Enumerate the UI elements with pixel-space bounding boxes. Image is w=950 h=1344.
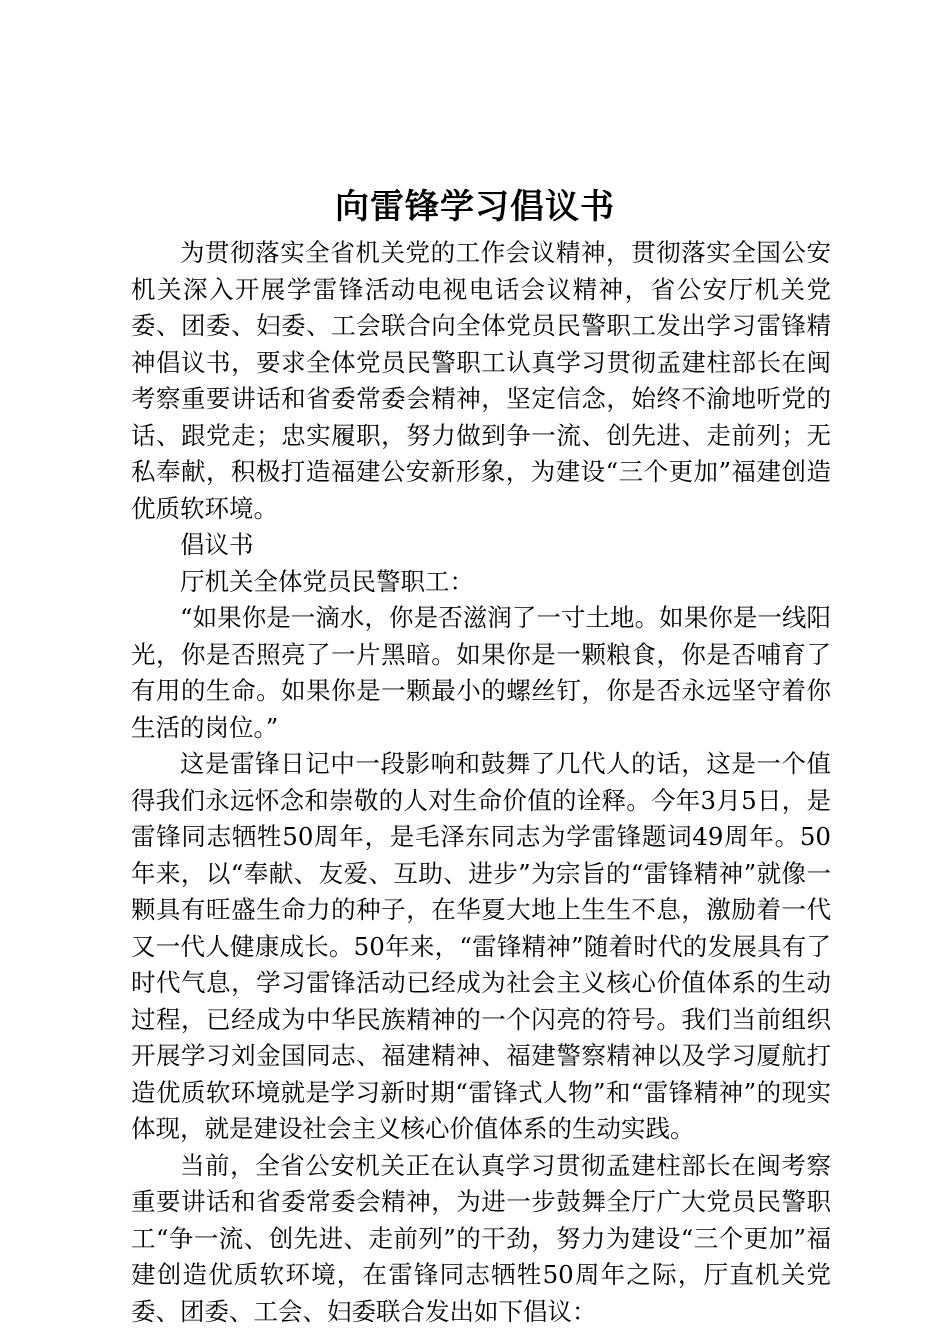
- document-body: [131, 235, 831, 1330]
- paragraph-lei-feng-diary: 这是雷锋日记中一段影响和鼓舞了几代人的话，这是一个值得我们永远怀念和崇敬的人对生命价值的诠释。今年3月5日，是雷锋同志牺牲50周年，是毛泽东同志为学雷锋题词49周年。50年来，以“奉献、友爱、互助、进步”为宗旨的“雷锋精神”就像一颗具有旺盛生命力的种子，在华夏大地上生生不息，激励着一代又一代人健康成长。50年来，“雷锋精神”随着时代的发展具有了时代气息，学习雷锋活动已经成为社会主义核心价值体系的生动过程，已经成为中华民族精神的一个闪亮的符号。我们当前组织开展学习刘金国同志、福建精神、福建警察精神以及学习厦航打造优质软环境就是学习新时期“雷锋式人物”和“雷锋精神”的现实体现，就是建设社会主义核心价值体系的生动实践。: [131, 749, 831, 1143]
- paragraph-heading: 倡议书: [180, 530, 254, 559]
- document-title: 向雷锋学习倡议书: [335, 187, 615, 227]
- paragraph-quote: “如果你是一滴水，你是否滋润了一寸土地。如果你是一线阳光，你是否照亮了一片黑暗。如果你是一颗粮食，你是否哺育了有用的生命。如果你是一颗最小的螺丝钉，你是否永远坚守着你生活的岗位。”: [131, 603, 831, 742]
- paragraph-intro: 为贯彻落实全省机关党的工作会议精神，贯彻落实全国公安机关深入开展学雷锋活动电视电话会议精神，省公安厅机关党委、团委、妇委、工会联合向全体党员民警职工发出学习雷锋精神倡议书，要求全体党员民警职工认真学习贯彻孟建柱部长在闽考察重要讲话和省委常委会精神，坚定信念，始终不渝地听党的话、跟党走；忠实履职，努力做到争一流、创先进、走前列；无私奉献，积极打造福建公安新形象，为建设“三个更加”福建创造优质软环境。: [131, 238, 831, 523]
- paragraph-salutation: 厅机关全体党员民警职工：: [180, 566, 474, 596]
- paragraph-current-initiative: 当前，全省公安机关正在认真学习贯彻孟建柱部长在闽考察重要讲话和省委常委会精神，为进一步鼓舞全厅广大党员民警职工“争一流、创先进、走前列”的干劲，努力为建设“三个更加”福建创造优质软环境，在雷锋同志牺牲50周年之际，厅直机关党委、团委、工会、妇委联合发出如下倡议：: [131, 1150, 831, 1326]
